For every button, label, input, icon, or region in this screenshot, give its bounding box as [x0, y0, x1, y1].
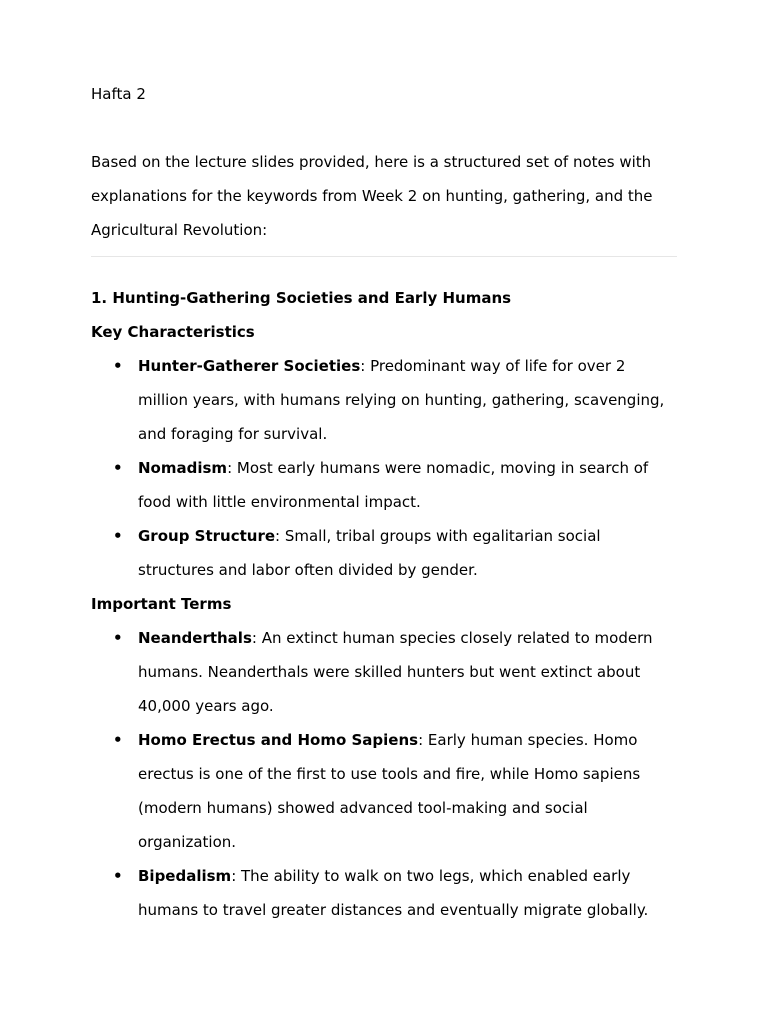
important-terms-heading: Important Terms	[91, 595, 232, 613]
list-item	[91, 859, 677, 927]
bullet-icon: •	[113, 527, 123, 545]
bullet-icon: •	[113, 357, 123, 375]
term-description: : Predominant way of life for over 2 million years, with humans relying on hunting, gathering, scavenging, and foraging for survival.	[138, 357, 665, 443]
intro-paragraph: Based on the lecture slides provided, here is a structured set of notes with explanations for the keywords from Week 2 on hunting, gathering, and the Agricultural Revolution:	[91, 153, 653, 239]
key-characteristics-list	[91, 349, 677, 587]
list-item	[91, 519, 677, 587]
term-name: Nomadism	[138, 459, 228, 477]
document-title: Hafta 2	[91, 85, 146, 103]
list-item	[91, 723, 677, 859]
term-name: Hunter-Gatherer Societies	[138, 357, 361, 375]
important-terms-list	[91, 621, 677, 927]
bullet-icon: •	[113, 459, 123, 477]
bullet-icon: •	[113, 629, 123, 647]
list-item	[91, 621, 677, 723]
term-description: : The ability to walk on two legs, which enabled early humans to travel greater distances and eventually migrate globally.	[138, 867, 649, 919]
term-description: : Early human species. Homo erectus is one of the first to use tools and fire, while Homo sapiens (modern humans) showed advanced tool-making and social organization.	[138, 731, 641, 851]
term-name: Group Structure	[138, 527, 276, 545]
section-heading: 1. Hunting-Gathering Societies and Early Humans	[91, 289, 512, 307]
bullet-icon: •	[113, 867, 123, 885]
term-name: Homo Erectus and Homo Sapiens	[138, 731, 419, 749]
term-name: Bipedalism	[138, 867, 232, 885]
bullet-icon: •	[113, 731, 123, 749]
key-characteristics-heading: Key Characteristics	[91, 323, 255, 341]
term-description: : An extinct human species closely related to modern humans. Neanderthals were skilled hunters but went extinct about 40,000 years ago.	[138, 629, 653, 715]
term-name: Neanderthals	[138, 629, 252, 647]
document-body	[91, 77, 677, 927]
list-item	[91, 349, 677, 451]
term-description: : Small, tribal groups with egalitarian social structures and labor often divided by gender.	[138, 527, 601, 579]
list-item	[91, 451, 677, 519]
term-description: : Most early humans were nomadic, moving in search of food with little environmental impact.	[138, 459, 649, 511]
section-divider	[91, 256, 677, 257]
